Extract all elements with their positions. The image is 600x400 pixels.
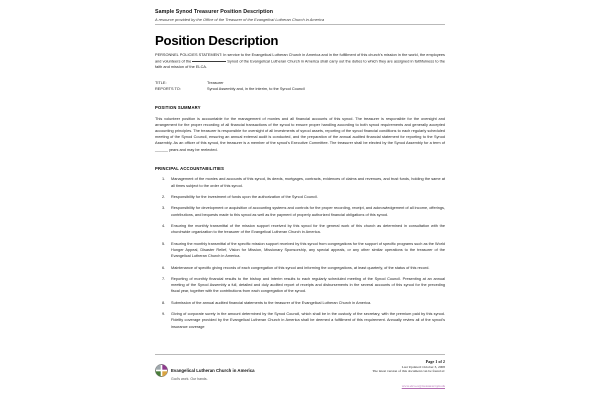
list-item-number: 2. bbox=[162, 195, 166, 199]
meta-row-reports-to bbox=[155, 86, 445, 92]
list-item-number: 9. bbox=[162, 312, 166, 317]
list-item-number: 1. bbox=[162, 177, 166, 182]
page-number: Page 1 of 2 bbox=[425, 358, 445, 364]
list-item bbox=[155, 223, 445, 235]
running-header-title: Sample Synod Treasurer Position Description bbox=[155, 9, 274, 15]
footer-meta bbox=[372, 359, 445, 392]
statement-part-two: Synod of the Evangelical Lutheran Church in America shall carry out the duties to which they are assigned in faithfulness to the faith and mission of the ELCA. bbox=[155, 59, 445, 70]
list-item bbox=[155, 300, 445, 306]
list-item-number: 5. bbox=[162, 241, 166, 246]
meta-label-reports-to: REPORTS TO: bbox=[155, 86, 181, 91]
list-item-text: Submission of the annual audited financial statements to the treasurer of the Evangelical Lutheran Church in America. bbox=[171, 300, 372, 305]
list-item-number: 6. bbox=[162, 265, 166, 270]
fill-in-blank-synod bbox=[192, 58, 226, 62]
list-item bbox=[155, 276, 445, 295]
list-item-text: Responsibility for development or acquisition of accounting systems and controls for the proper recording, receipt, and acknowledgement of all income, offerings, contributions, and bequests made to this synod as well as the payment of properly authorized financial obligations of this synod. bbox=[171, 206, 445, 217]
footer-tagline: God's work. Our hands. bbox=[171, 377, 208, 382]
footer-branding bbox=[155, 359, 255, 382]
document-footer bbox=[155, 354, 445, 392]
list-item-text: Giving of corporate surety in the amount determined by the Synod Council, which shall be in the custody of the secretary, with the premium paid by this synod. Fidelity coverage provided by the Evangelical Lutheran Church in America shall be deemed a fulfillment of this requirement. Annually review all of the synod's insurance coverage bbox=[171, 312, 445, 329]
statement-part-one: PERSONNEL POLICIES STATEMENT: In service to the Evangelical Lutheran Church in America and in the fulfillment of this church's mission in the world, the employees and volunteers of the bbox=[155, 52, 445, 64]
document-sheet bbox=[155, 0, 445, 400]
list-item-text: Management of the monies and accounts of this synod, its deeds, mortgages, contracts, evidences of claims and revenues, and trust funds, holding the same at all times subject to the order of this synod. bbox=[171, 177, 445, 188]
list-item bbox=[155, 311, 445, 330]
list-item-text: Maintenance of specific giving records of each congregation of this synod and informing the congregations, at least quarterly, of the status of this record. bbox=[171, 265, 430, 270]
footer-url-link[interactable]: www.elca.org/treasurer/synods bbox=[401, 384, 445, 388]
running-header bbox=[155, 9, 445, 25]
footer-note: The latest version of this document can be found at: bbox=[372, 369, 445, 374]
footer-brand-name: Evangelical Lutheran Church in America bbox=[171, 367, 255, 373]
list-item-number: 7. bbox=[162, 276, 166, 281]
position-summary-text: This volunteer position is accountable for the management of monies and all financial accounts of this synod. The treasurer is responsible for the oversight and arrangement for the proper recording of all financial transactions of the synod to ensure proper handling according to both synod requirements and generally accepted accounting principles. The treasurer is responsible for oversight of all investments of synod assets, reporting of the synod financial conditions to each regularly scheduled meeting of the Synod Council, ensuring an annual external audit is conducted, and the preparation of the annual audited financial statement for reporting to the Synod Assembly. As an officer of this synod, the treasurer is a member of the synod's Executive Committee. The treasurer shall be elected by the Synod Assembly for a term of ______ years and may be reelected. bbox=[155, 116, 445, 152]
last-updated: Last Updated: October 3, 2008 bbox=[401, 364, 445, 369]
list-item-number: 4. bbox=[162, 224, 166, 229]
running-header-subtitle: A resource provided by the Office of the Treasurer of the Evangelical Lutheran Church in America bbox=[155, 16, 325, 22]
meta-label-title: TITLE: bbox=[155, 80, 167, 85]
list-item-number: 8. bbox=[162, 300, 166, 305]
list-item-text: Ensuring the monthly transmittal of the mission support received by this synod for the general work of this church as determined in consultation with the churchwide organization to the treasurer of the Evangelical Lutheran Church in America. bbox=[171, 224, 445, 235]
section-heading-principal-accountabilities: PRINCIPAL ACCOUNTABILITIES bbox=[155, 165, 225, 171]
list-item-number: 3. bbox=[162, 206, 166, 211]
elca-logo-icon bbox=[155, 364, 168, 377]
list-item bbox=[155, 265, 445, 271]
list-item bbox=[155, 241, 445, 260]
footer-brand-text bbox=[171, 359, 255, 382]
position-meta bbox=[155, 80, 445, 92]
accountabilities-list bbox=[155, 176, 445, 329]
section-heading-position-summary: POSITION SUMMARY bbox=[155, 105, 201, 111]
list-item-text: Responsibility for the investment of funds upon the authorization of the Synod Council. bbox=[171, 195, 318, 199]
list-item bbox=[155, 205, 445, 217]
meta-value-reports-to: Synod Assembly and, in the interim, to the Synod Council bbox=[207, 86, 305, 91]
list-item-text: Ensuring the monthly transmittal of the specific mission support received by this synod from congregations for the support of specific programs such as the World Hunger Appeal, Disaster Relief, Vision for Mission, Missionary Sponsorship, any special appeals, or any other similar operations to the treasurer of the Evangelical Lutheran Church in America. bbox=[171, 241, 445, 259]
list-item bbox=[155, 194, 445, 200]
meta-value-title: Treasurer bbox=[207, 80, 224, 85]
personnel-policies-statement bbox=[155, 52, 445, 71]
page-title: Position Description bbox=[155, 32, 279, 48]
list-item-text: Reporting of monthly financial results to the bishop and interim results to each regularly scheduled meeting of the Synod Council. Presenting at an annual meeting of the Synod Assembly a full, detailed and duly audited report of receipts and disbursements in the several accounts of this synod for the preceding fiscal year, together with the contributions from each congregation of the synod. bbox=[171, 276, 445, 294]
list-item bbox=[155, 176, 445, 188]
